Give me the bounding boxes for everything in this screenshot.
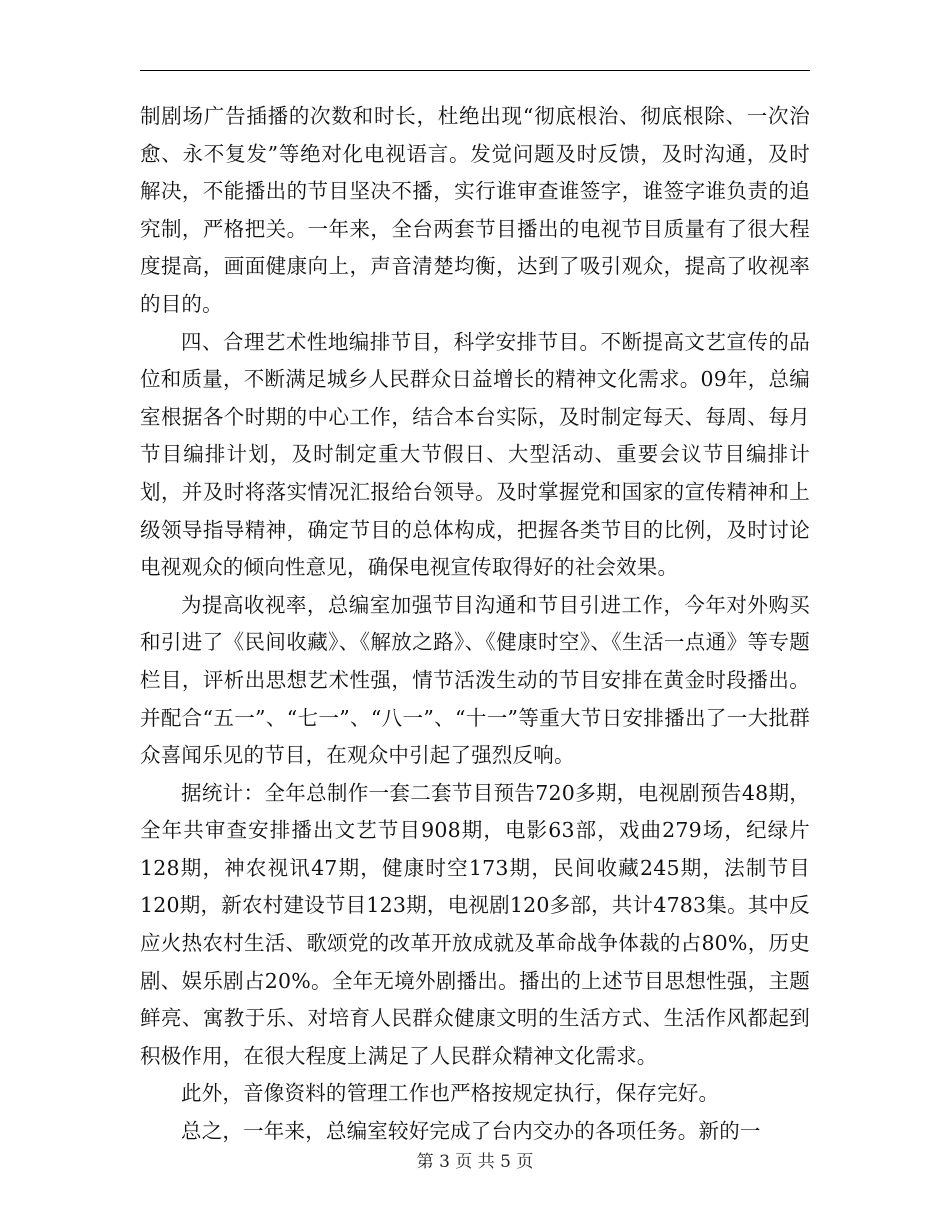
document-body bbox=[140, 98, 810, 1151]
paragraph-2: 四、合理艺术性地编排节目，科学安排节目。不断提高文艺宣传的品位和质量，不断满足城乡人民群众日益增长的精神文化需求。09年，总编室根据各个时期的中心工作，结合本台实际，及时制定每天、每周、每月节目编排计划，及时制定重大节假日、大型活动、重要会议节目编排计划，并及时将落实情况汇报给台领导。及时掌握党和国家的宣传精神和上级领导指导精神，确定节目的总体构成，把握各类节目的比例，及时讨论电视观众的倾向性意见，确保电视宣传取得好的社会效果。 bbox=[140, 329, 810, 580]
header-rule bbox=[140, 70, 810, 71]
paragraph-6: 总之，一年来，总编室较好完成了台内交办的各项任务。新的一 bbox=[181, 1119, 761, 1144]
paragraph-3: 为提高收视率，总编室加强节目沟通和节目引进工作，今年对外购买和引进了《民间收藏》、《解放之路》、《健康时空》、《生活一点通》等专题栏目，评析出思想艺术性强，情节活泼生动的节目安排在黄金时段播出。并配合“五一”、“七一”、“八一”、“十一”等重大节日安排播出了一大批群众喜闻乐见的节目，在观众中引起了强烈反响。 bbox=[140, 592, 810, 768]
paragraph-4: 据统计：全年总制作一套二套节目预告720多期，电视剧预告48期，全年共审查安排播出文艺节目908期，电影63部，戏曲279场，纪绿片128期，神农视讯47期，健康时空173期，民间收藏245期，法制节目120期，新农村建设节目123期，电视剧120多部，共计4783集。其中反应火热农村生活、歌颂党的改革开放成就及革命战争体裁的占80%，历史剧、娱乐剧占20%。全年无境外剧播出。播出的上述节目思想性强，主题鲜亮、寓教于乐、对培育人民群众健康文明的生活方式、生活作风都起到积极作用，在很大程度上满足了人民群众精神文化需求。 bbox=[140, 780, 810, 1068]
paragraph-1: 制剧场广告插播的次数和时长，杜绝出现“彻底根治、彻底根除、一次治愈、永不复发”等绝对化电视语言。发觉问题及时反馈，及时沟通，及时解决，不能播出的节目坚决不播，实行谁审查谁签字，谁签字谁负责的追究制，严格把关。一年来，全台两套节目播出的电视节目质量有了很大程度提高，画面健康向上，声音清楚均衡，达到了吸引观众，提高了收视率的目的。 bbox=[140, 104, 810, 316]
paragraph-5: 此外，音像资料的管理工作也严格按规定执行，保存完好。 bbox=[181, 1081, 720, 1106]
page-number-footer: 第 3 页 共 5 页 bbox=[416, 1152, 534, 1172]
